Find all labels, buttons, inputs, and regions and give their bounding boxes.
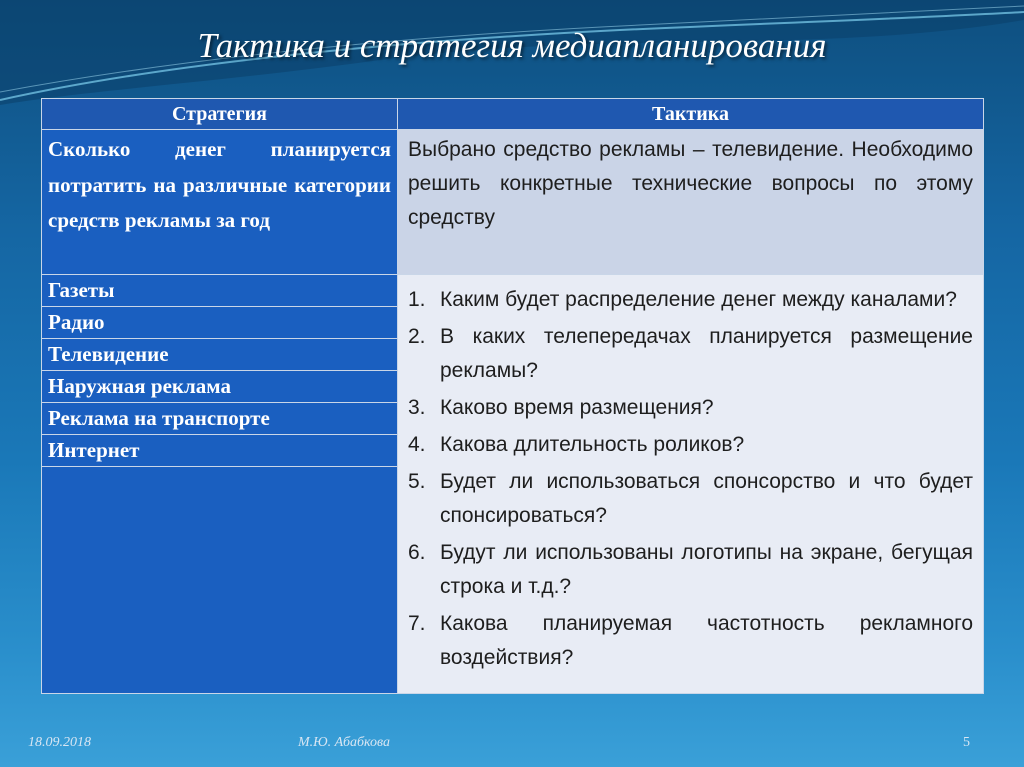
list-item [408, 428, 973, 462]
strategy-tactics-table [41, 98, 984, 694]
category-newspapers: Газеты [42, 275, 398, 307]
list-item-text: Каково время размещения? [440, 396, 714, 419]
tactics-questions [398, 275, 984, 694]
category-television: Телевидение [42, 339, 398, 371]
tactics-intro: Выбрано средство рекламы – телевидение. Необходимо решить конкретные технические вопросы по этому средству [398, 130, 984, 275]
page-number: 5 [963, 735, 970, 750]
strategy-question: Сколько денег планируется потратить на различные категории средств рекламы за год [42, 130, 398, 275]
list-item [408, 465, 973, 533]
category-transport: Реклама на транспорте [42, 403, 398, 435]
list-item-number: 6. [408, 541, 426, 564]
table-row [42, 275, 984, 307]
category-outdoor: Наружная реклама [42, 371, 398, 403]
list-item-text: В каких телепередачах планируется размещение рекламы? [440, 325, 973, 382]
category-internet: Интернет [42, 435, 398, 467]
list-item-text: Будет ли использоваться спонсорство и что будет спонсироваться? [440, 470, 973, 527]
list-item [408, 607, 973, 675]
list-item [408, 283, 973, 317]
slide-title: Тактика и стратегия медиапланирования [197, 26, 827, 65]
list-item-text: Какова длительность роликов? [440, 433, 745, 456]
list-item-number: 7. [408, 612, 426, 635]
list-item [408, 536, 973, 604]
list-item-number: 5. [408, 470, 426, 493]
empty-cell [42, 467, 398, 694]
footer-author: М.Ю. Абабкова [298, 735, 391, 750]
table-header-row [42, 99, 984, 130]
table-row [42, 130, 984, 275]
list-item-number: 3. [408, 396, 426, 419]
header-tactics: Тактика [398, 99, 984, 130]
header-strategy: Стратегия [42, 99, 398, 130]
list-item-text: Какова планируемая частотность рекламного воздействия? [440, 612, 973, 669]
list-item-text: Будут ли использованы логотипы на экране, бегущая строка и т.д.? [440, 541, 973, 598]
list-item-number: 4. [408, 433, 426, 456]
list-item-number: 1. [408, 288, 426, 311]
list-item-number: 2. [408, 325, 426, 348]
category-radio: Радио [42, 307, 398, 339]
list-item [408, 391, 973, 425]
list-item-text: Каким будет распределение денег между каналами? [440, 288, 957, 311]
list-item [408, 320, 973, 388]
footer-date: 18.09.2018 [28, 735, 91, 750]
